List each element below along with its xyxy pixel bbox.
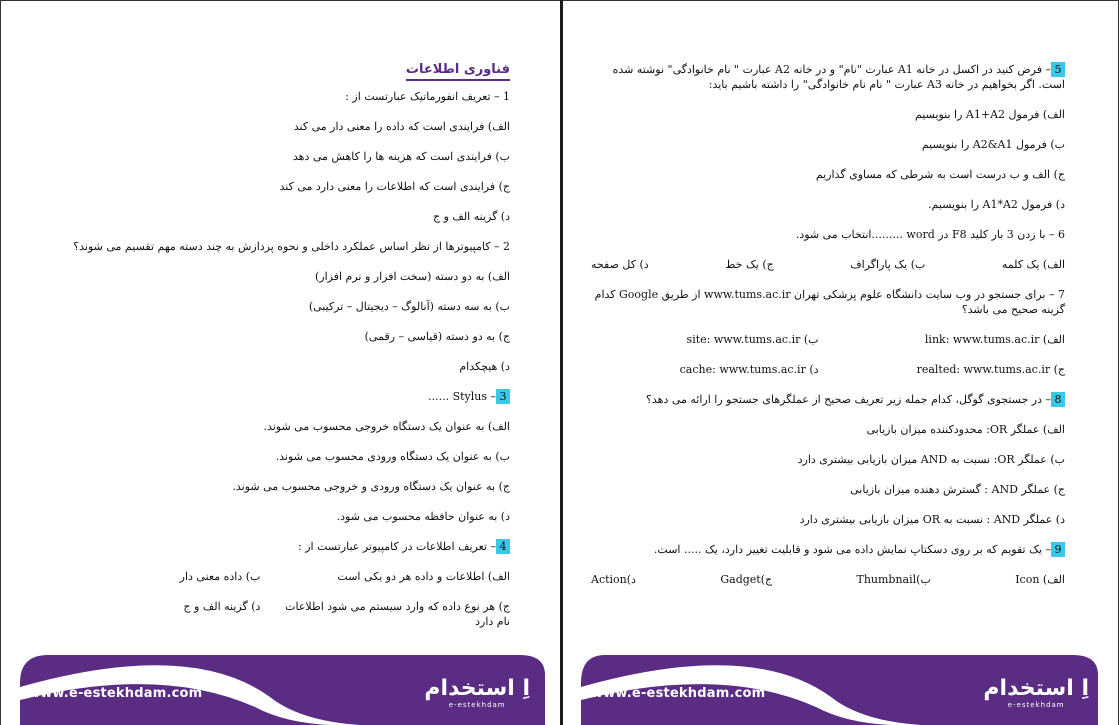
option-d: د) فرمول A1*A2 را بنویسیم. xyxy=(928,198,1065,211)
option-d: د) cache: www.tums.ac.ir xyxy=(679,363,819,376)
options-row xyxy=(591,572,1065,587)
brand-logo xyxy=(983,678,1089,709)
question-3 xyxy=(30,389,510,404)
options-row xyxy=(30,599,510,629)
option-a: الف) یک کلمه xyxy=(1001,258,1065,271)
option-c: ج) به عنوان یک دستگاه ورودی و خروجی محسوب می شوند. xyxy=(232,480,510,493)
page-title: فناوری اطلاعات xyxy=(406,62,510,81)
option-a: الف) فرایندی است که داده را معنی دار می کند xyxy=(293,120,510,133)
footer-url[interactable]: www.e-estekhdam.com xyxy=(28,686,203,701)
option-a: الف) Icon xyxy=(1015,573,1065,586)
logo-text: اِ استخدام xyxy=(983,676,1089,701)
question-4 xyxy=(30,539,510,554)
question-text: – فرض کنید در اکسل در خانه A1 عبارت "نام" و در خانه A2 عبارت " نام خانوادگی" نوشته شده است. اگر بخواهیم در خانه A3 عبارت " نام نام خانوادگی" را داشته باشیم باید: xyxy=(612,63,1065,91)
option-d: د) عملگر AND : نسبت به OR میزان بازیابی بیشتری دارد xyxy=(799,513,1065,526)
option-d: د) به عنوان حافظه محسوب می شود. xyxy=(336,510,510,523)
logo-text: اِ استخدام xyxy=(424,676,530,701)
option-c: ج) یک خط xyxy=(725,258,774,271)
option-d: د) هیچکدام xyxy=(459,360,510,373)
logo-subtext: e-estekhdam xyxy=(1007,701,1065,709)
options-row xyxy=(591,257,1065,272)
option-a: الف) به عنوان یک دستگاه خروجی محسوب می شوند. xyxy=(263,420,510,433)
options-row xyxy=(591,362,1065,377)
option-b: ب) site: www.tums.ac.ir xyxy=(686,333,819,346)
option-a: الف) فرمول A1+A2 را بنویسیم xyxy=(914,108,1065,121)
option-b: ب) فرمول A2&A1 را بنویسیم xyxy=(921,138,1065,151)
option-d: د)Action xyxy=(591,573,636,586)
question-8 xyxy=(591,392,1065,407)
question-text: – تعریف اطلاعات در کامپیوتر عبارتست از : xyxy=(298,540,496,553)
question-text: – یک تقویم که بر روی دسکتاپ نمایش داده می شود و قابلیت تغییر دارد، یک ..... است. xyxy=(653,543,1051,556)
question-9 xyxy=(591,542,1065,557)
option-c: ج) هر نوع داده که وارد سیستم می شود اطلاعات نام دارد xyxy=(285,600,510,628)
logo-subtext: e-estekhdam xyxy=(448,701,506,709)
option-a: الف) به دو دسته (سخت افزار و نرم افزار) xyxy=(314,270,510,283)
question-2: 2 – کامپیوترها از نظر اساس عملکرد داخلی و نحوه پردازش به چند دسته مهم تقسیم می شوند؟ xyxy=(73,240,510,253)
question-5 xyxy=(591,62,1065,92)
options-row xyxy=(591,332,1065,347)
question-number-highlight: 4 xyxy=(496,539,510,554)
page-border xyxy=(0,0,560,1)
option-d: د) گزینه الف و ج xyxy=(183,600,261,613)
option-b: ب) فرایندی است که هزینه ها را کاهش می دهد xyxy=(292,150,510,163)
option-b: ب) داده معنی دار xyxy=(179,570,261,583)
option-b: ب) به عنوان یک دستگاه ورودی محسوب می شوند. xyxy=(275,450,510,463)
question-1: 1 – تعریف انفورماتیک عبارتست از : xyxy=(345,90,510,103)
question-number-highlight: 5 xyxy=(1051,62,1065,77)
option-a: الف) اطلاعات و داده هر دو یکی است xyxy=(337,570,510,583)
option-c: ج) به دو دسته (قیاسی – رقمی) xyxy=(364,330,510,343)
page-right xyxy=(563,0,1119,725)
question-text: – Stylus ...... xyxy=(428,390,496,403)
footer-band xyxy=(0,645,560,725)
option-a: الف) link: www.tums.ac.ir xyxy=(924,333,1065,346)
option-b: ب) یک پاراگراف xyxy=(850,258,926,271)
option-c: ج) realted: www.tums.ac.ir xyxy=(916,363,1065,376)
option-d: د) کل صفحه xyxy=(591,258,649,271)
brand-logo xyxy=(424,678,530,709)
option-c: ج) عملگر AND : گسترش دهنده میزان بازیابی xyxy=(850,483,1065,496)
question-number-highlight: 3 xyxy=(496,389,510,404)
question-text: – در جستجوی گوگل، کدام جمله زیر تعریف صحیح از عملگرهای جستجو را ارائه می دهد؟ xyxy=(646,393,1051,406)
page-content xyxy=(591,62,1065,625)
option-c: ج) فرایندی است که اطلاعات را معنی دارد می کند xyxy=(279,180,510,193)
question-number-highlight: 9 xyxy=(1051,542,1065,557)
footer-band xyxy=(563,645,1119,725)
page-border xyxy=(0,0,1,725)
question-number-highlight: 8 xyxy=(1051,392,1065,407)
option-c: ج)Gadget xyxy=(720,573,773,586)
question-7: 7 – برای جستجو در وب سایت دانشگاه علوم پزشکی تهران www.tums.ac.ir از طریق Google کدام گزینه صحیح می باشد؟ xyxy=(594,288,1065,316)
page-content xyxy=(30,62,510,628)
page-border xyxy=(563,0,1119,1)
option-b: ب) عملگر OR: نسبت به AND میزان بازیابی بیشتری دارد xyxy=(797,453,1065,466)
options-row xyxy=(30,569,510,584)
option-d: د) گزینه الف و ج xyxy=(433,210,510,223)
footer-url[interactable]: www.e-estekhdam.com xyxy=(591,686,766,701)
option-a: الف) عملگر OR: محدودکننده میزان بازیابی xyxy=(866,423,1065,436)
option-c: ج) الف و ب درست است به شرطی که مساوی گذاریم xyxy=(815,168,1065,181)
option-b: ب)Thumbnail xyxy=(856,573,931,586)
option-b: ب) به سه دسته (آنالوگ – دیجیتال – ترکیبی) xyxy=(308,300,510,313)
question-6: 6 – با زدن 3 بار کلید F8 در word .........انتخاب می شود. xyxy=(795,228,1065,241)
